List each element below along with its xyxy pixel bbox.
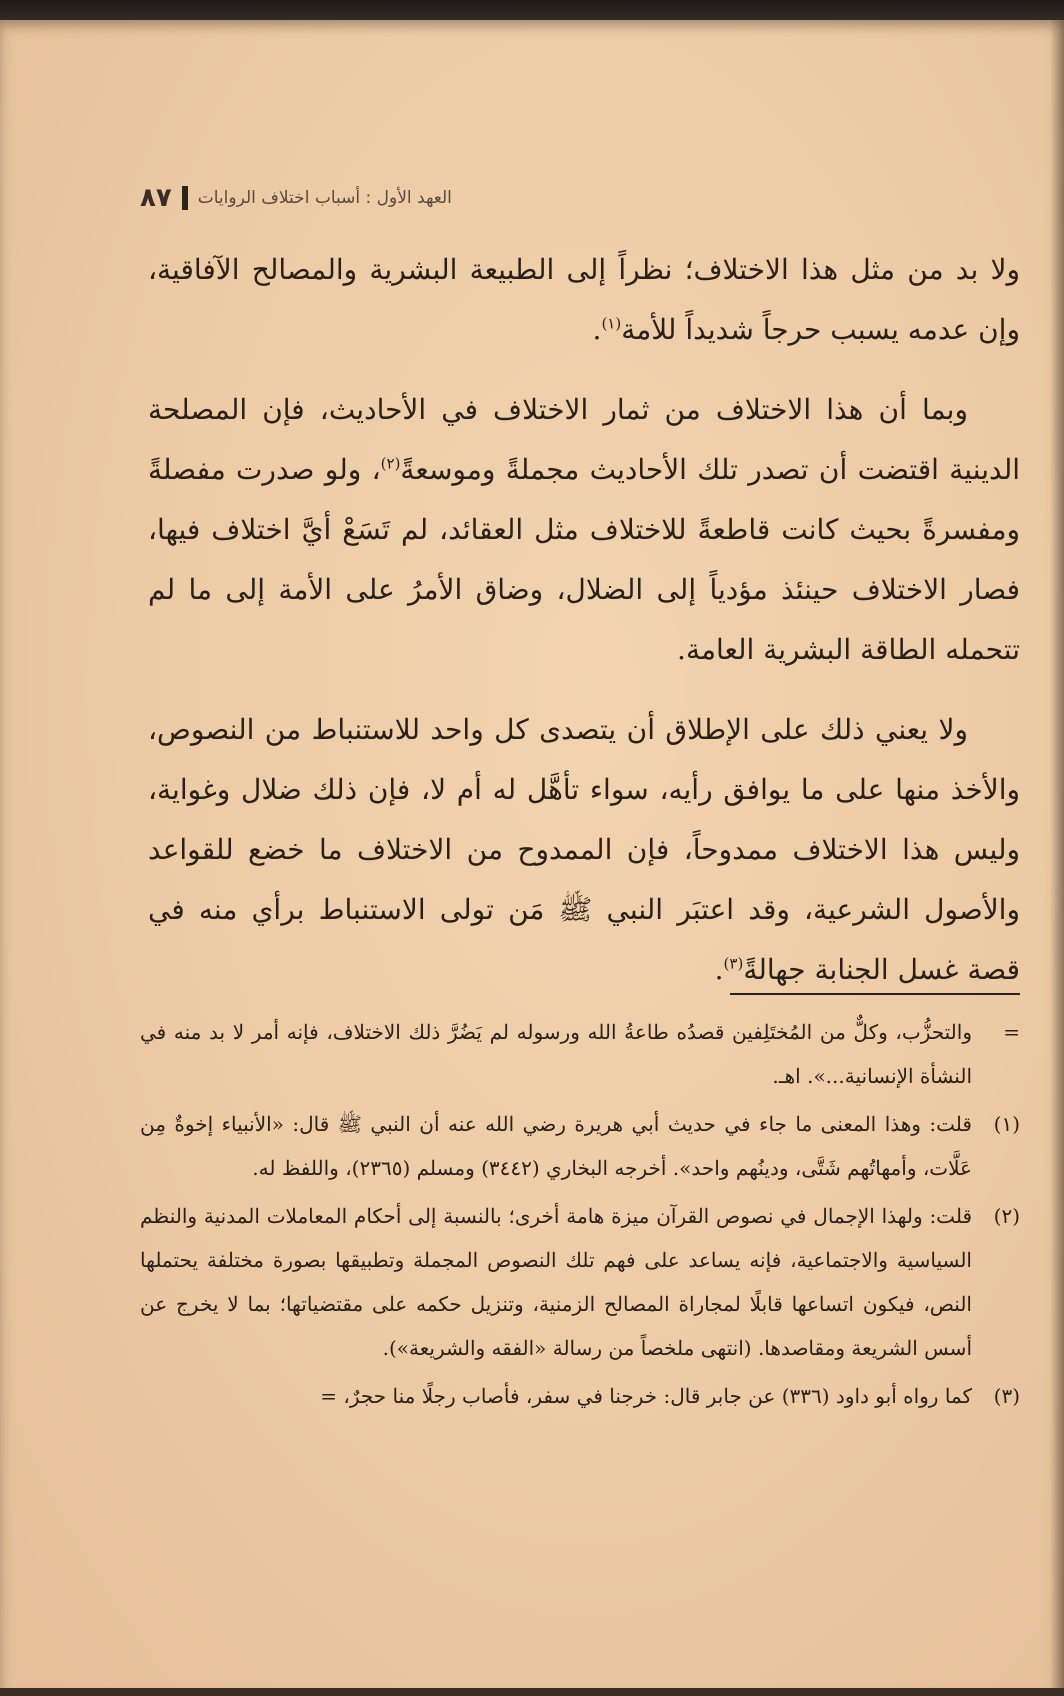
footnotes bbox=[140, 1010, 1020, 1422]
running-head-title: العهد الأول : أسباب اختلاف الروايات bbox=[197, 188, 452, 208]
footnote-2 bbox=[140, 1194, 1020, 1370]
footnote-ref-3: (٣) bbox=[723, 954, 744, 973]
footnote-continued bbox=[140, 1010, 1020, 1098]
page-edge-shadow bbox=[1050, 20, 1064, 1696]
paragraph-3-end: . bbox=[714, 953, 724, 986]
footnote-marker: (٢) bbox=[993, 1204, 1020, 1228]
footnote-marker: (١) bbox=[993, 1112, 1020, 1136]
footnote-separator bbox=[730, 993, 1020, 995]
running-head bbox=[140, 183, 520, 213]
paragraph-2 bbox=[148, 380, 1020, 680]
footnote-marker: (٣) bbox=[993, 1384, 1020, 1408]
footnote-text: قلت: ولهذا الإجمال في نصوص القرآن ميزة هامة أخرى؛ بالنسبة إلى أحكام المعاملات المدنية والنظم السياسية والاجتماعية، فإنه يساعد على فهم تلك النصوص المجملة وتطبيقها بصورة مختلفة يحتملها النص، فيكون اتساعها قابلًا لمجاراة المصالح الزمنية، وتنزيل حكمه على مقتضياتها؛ بما لا يخرج عن أسس الشريعة ومقاصدها. (انتهى ملخصاً من رسالة «الفقه والشريعة»). bbox=[140, 1204, 973, 1360]
paragraph-1 bbox=[148, 240, 1020, 360]
paragraph-3-text: ولا يعني ذلك على الإطلاق أن يتصدى كل واحد للاستنباط من النصوص، والأخذ منها على ما يوافق رأيه، سواء تأهَّل له أم لا، فإن ذلك ضلال وغواية، وليس هذا الاختلاف ممدوحاً، فإن الممدوح من الاختلاف ما خضع للقواعد والأصول الشرعية، وقد اعتبَر النبي ﷺ مَن تولى الاستنباط برأي منه في قصة غسل الجنابة جهالةً bbox=[148, 713, 1020, 986]
footnote-text: قلت: وهذا المعنى ما جاء في حديث أبي هريرة رضي الله عنه أن النبي ﷺ قال: «الأنبياء إخوةٌ مِن عَلَّات، وأمهاتُهم شَتَّى، ودينُهم واحد». أخرجه البخاري (٣٤٤٢) ومسلم (٢٣٦٥)، واللفظ له. bbox=[140, 1112, 972, 1180]
footnote-3 bbox=[140, 1374, 1020, 1418]
running-head-rule bbox=[182, 186, 188, 210]
paragraph-2-end: ، ولو صدرت مفصلةً ومفسرةً بحيث كانت قاطعةً للاختلاف مثل العقائد، لم تَسَعْ أيَّ اختلاف فيها، فصار الاختلاف حينئذ مؤدياً إلى الضلال، وضاق الأمرُ على الأمة إلى ما لم تتحمله الطاقة البشرية العامة. bbox=[148, 453, 1020, 666]
paragraph-2-text: وبما أن هذا الاختلاف من ثمار الاختلاف في الأحاديث، فإن المصلحة الدينية اقتضت أن تصدر تلك الأحاديث مجملةً وموسعةً bbox=[148, 393, 1020, 486]
paragraph-3 bbox=[148, 700, 1020, 1000]
paragraph-1-text: ولا بد من مثل هذا الاختلاف؛ نظراً إلى الطبيعة البشرية والمصالح الآفاقية، وإن عدمه يسبب حرجاً شديداً للأمة bbox=[148, 253, 1020, 346]
footnote-marker: = bbox=[1003, 1020, 1020, 1044]
footnote-1 bbox=[140, 1102, 1020, 1190]
footnote-ref-2: (٢) bbox=[380, 454, 401, 473]
main-text bbox=[148, 240, 1020, 1020]
page-number: ٨٧ bbox=[140, 183, 172, 213]
footnote-ref-1: (١) bbox=[601, 314, 622, 333]
paragraph-1-end: . bbox=[592, 313, 602, 346]
page-bottom-edge bbox=[0, 1688, 1064, 1696]
footnote-text: والتحزُّب، وكلٌّ من المُختَلِفين قصدُه طاعةُ الله ورسوله لم يَضُرَّ ذلك الاختلاف، فإنه أمر لا بد منه في النشأة الإنسانية...». اهـ. bbox=[140, 1020, 972, 1088]
footnote-text: كما رواه أبو داود (٣٣٦) عن جابر قال: خرجنا في سفر، فأصاب رجلًا منا حجرٌ، = bbox=[320, 1384, 972, 1408]
